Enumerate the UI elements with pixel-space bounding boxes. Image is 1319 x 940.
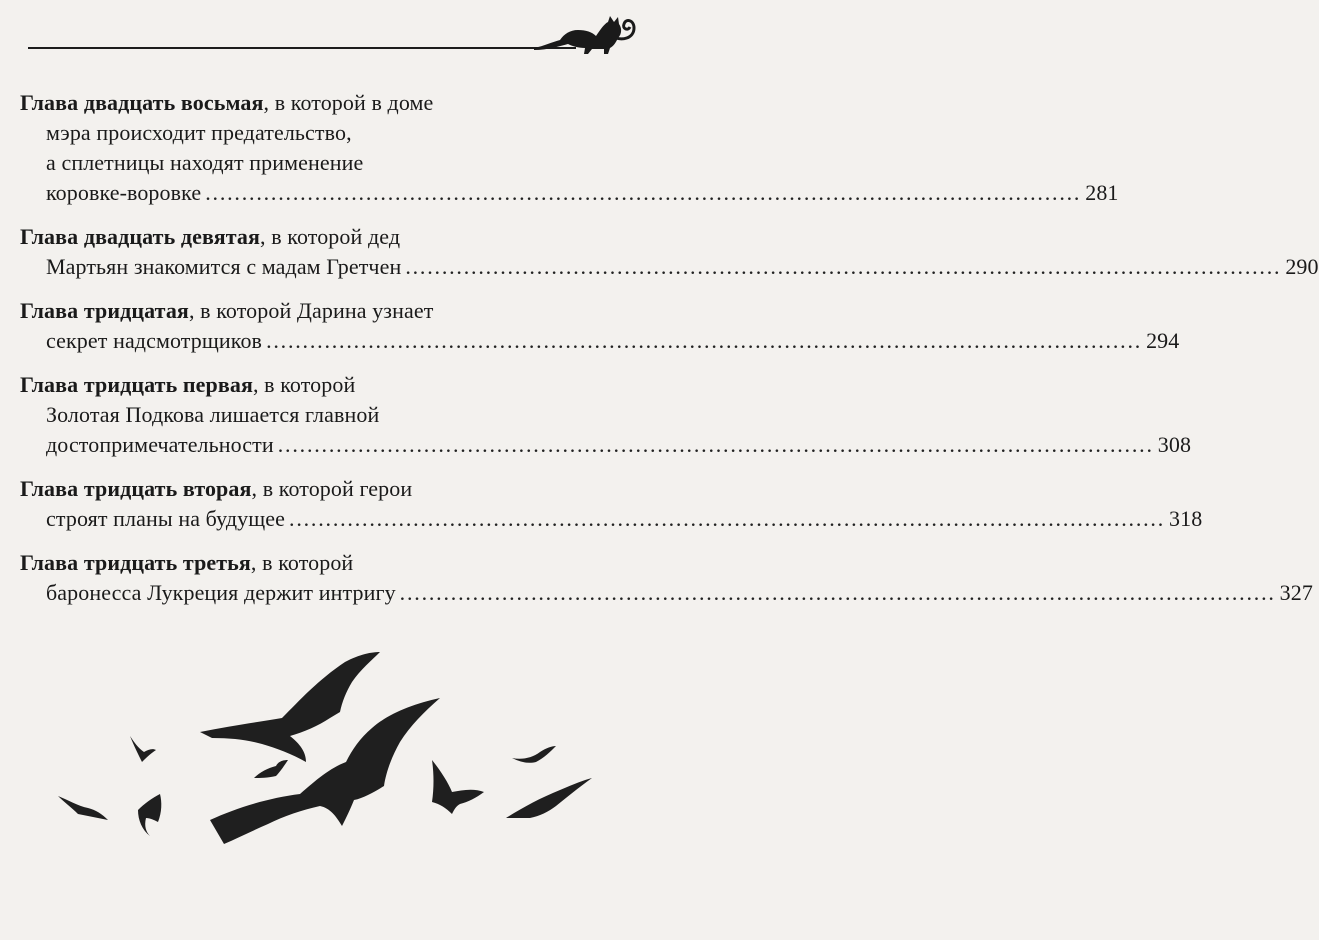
toc-entry-heading: [20, 550, 353, 576]
leader-dots: ........................................................................................................................: [205, 180, 1082, 205]
cat-silhouette-icon: [530, 8, 638, 56]
chapter-subtitle-start: , в которой герои: [251, 476, 413, 501]
toc-entry-heading: [20, 298, 433, 324]
leader-dots: ........................................................................................................................: [399, 580, 1276, 605]
toc-entry-heading: [20, 372, 355, 398]
chapter-title: Глава тридцать первая: [20, 372, 253, 397]
page-number: 318: [1169, 506, 1203, 531]
chapter-subtitle-last-line: строят планы на будущее ........................................................................................................................ 318: [46, 506, 1203, 531]
chapter-subtitle-last-line: секрет надсмотрщиков ........................................................................................................................ 294: [46, 328, 1180, 353]
chapter-subtitle-line: а сплетницы находят применение: [46, 150, 364, 175]
leader-dots: ........................................................................................................................: [266, 328, 1143, 353]
bat-icon: [200, 652, 380, 762]
page-number: 327: [1279, 580, 1313, 605]
bat-icon: [432, 760, 484, 814]
header-rule: [28, 47, 576, 49]
toc-entry-heading: [20, 476, 412, 502]
bat-icon: [130, 736, 156, 762]
bat-icon: [254, 760, 288, 778]
leader-dots: ........................................................................................................................: [277, 432, 1154, 457]
page-number: 308: [1157, 432, 1192, 457]
chapter-title: Глава двадцать девятая: [20, 224, 260, 249]
chapter-title: Глава двадцать восьмая: [20, 90, 264, 115]
leader-dots: ........................................................................................................................: [405, 254, 1282, 279]
chapter-subtitle-start: , в которой: [252, 372, 356, 397]
chapter-subtitle-line: Золотая Подкова лишается главной: [46, 402, 380, 427]
bat-icon: [138, 794, 161, 836]
chapter-subtitle-last-line: коровке-воровке ........................................................................................................................ 281: [46, 180, 1119, 205]
bat-icon: [58, 796, 108, 820]
chapter-subtitle-start: , в которой: [250, 550, 354, 575]
chapter-title: Глава тридцать третья: [20, 550, 251, 575]
chapter-subtitle-start: , в которой Дарина узнает: [188, 298, 434, 323]
chapter-subtitle-start: , в которой дед: [260, 224, 401, 249]
bat-icon: [506, 778, 592, 818]
chapter-title: Глава тридцатая: [20, 298, 189, 323]
chapter-title: Глава тридцать вторая: [20, 476, 252, 501]
bat-icon: [512, 746, 556, 763]
chapter-subtitle-line: мэра происходит предательство,: [46, 120, 352, 145]
bats-illustration: [0, 640, 646, 940]
toc-entry-heading: [20, 224, 400, 250]
leader-dots: ........................................................................................................................: [289, 506, 1166, 531]
chapter-subtitle-start: , в которой в доме: [263, 90, 434, 115]
chapter-subtitle-last-line: баронесса Лукреция держит интригу ........................................................................................................................ 327: [46, 580, 1313, 605]
chapter-subtitle-last-line: Мартьян знакомится с мадам Гретчен ........................................................................................................................ 290: [46, 254, 1319, 279]
page-number: 281: [1085, 180, 1119, 205]
toc-entry-heading: [20, 90, 433, 116]
page-number: 294: [1146, 328, 1180, 353]
page-number: 290: [1285, 254, 1319, 279]
chapter-subtitle-last-line: достопримечательности ........................................................................................................................ 308: [46, 432, 1192, 457]
